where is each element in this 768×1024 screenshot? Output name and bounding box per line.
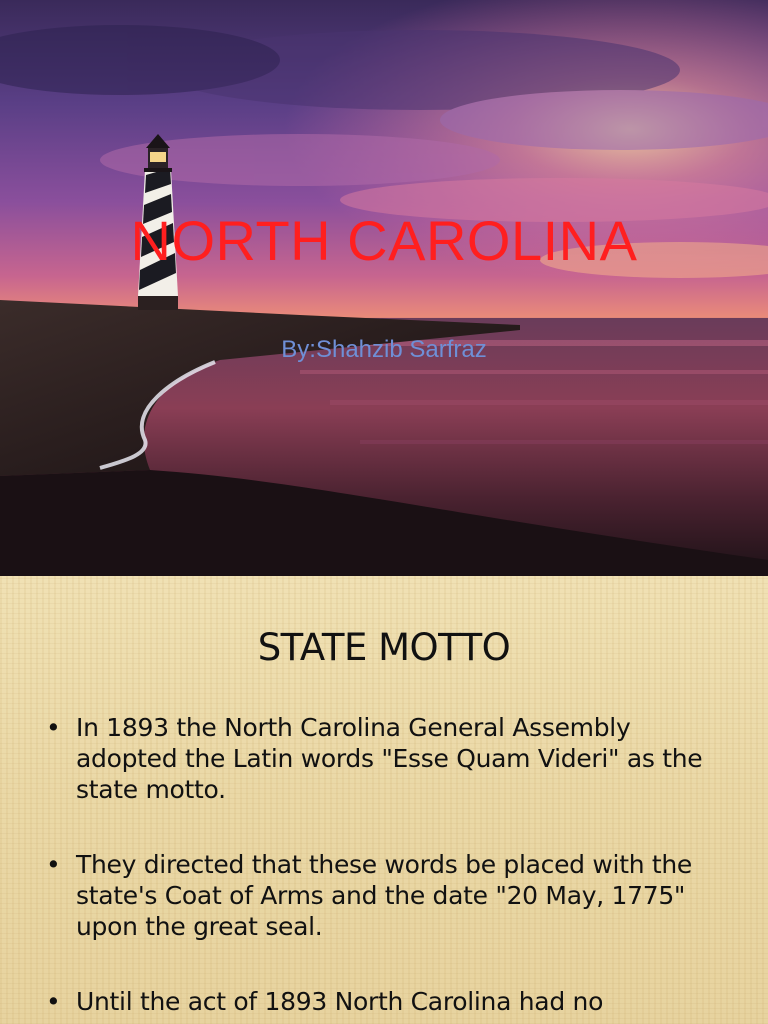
state-motto-slide [0, 576, 768, 1024]
bullet-icon: • [46, 987, 61, 1016]
bullet-text: Until the act of 1893 North Carolina had no [76, 987, 604, 1016]
bullet-list [46, 712, 736, 1024]
bullet-text: In 1893 the North Carolina General Assembly adopted the Latin words "Esse Quam Videri" as the state motto. [76, 713, 703, 804]
bullet-icon: • [46, 850, 61, 879]
list-item [46, 986, 736, 1017]
slide-title: NORTH CAROLINA [130, 209, 638, 272]
slide-subtitle: By:Shahzib Sarfraz [281, 336, 487, 363]
bullet-icon: • [46, 713, 61, 742]
list-item [46, 712, 736, 805]
list-item [46, 849, 736, 942]
bullet-text: They directed that these words be placed with the state's Coat of Arms and the date "20 May, 1775" upon the great seal. [76, 850, 693, 941]
slide-heading: STATE MOTTO [257, 626, 511, 669]
